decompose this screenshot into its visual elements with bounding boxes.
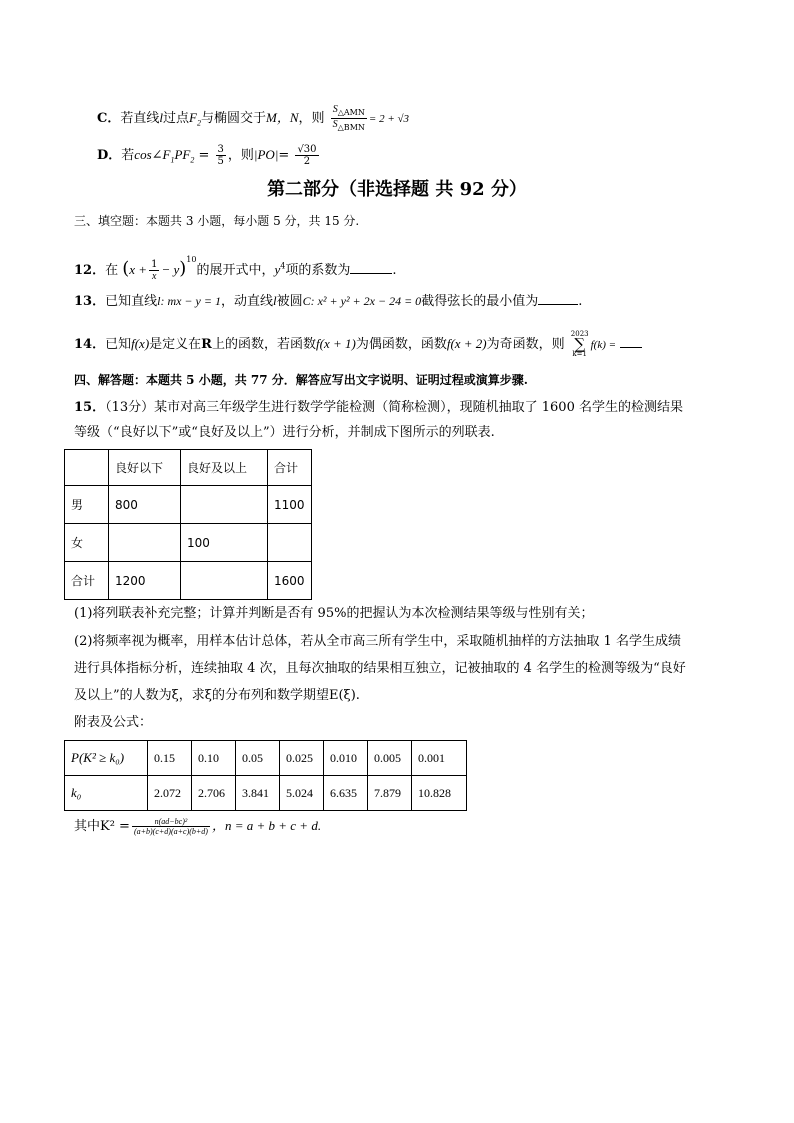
chi-square-formula: 其中K² = $\frac{\text{n(ad−bc)²}}{(a+b)(c+d)(a+c)(b+d)}$ ，n = a + b + c + d. — [74, 817, 322, 836]
option-c-rhs: = 2 + √3 — [368, 113, 410, 125]
table-cell: 0.001 — [412, 741, 467, 776]
q12-expr-a: x + — [129, 262, 148, 277]
option-c-text: 过点 — [163, 111, 190, 126]
option-d-text: 若 — [121, 148, 135, 163]
part-title: 第二部分（非选择题 共 92 分） — [267, 179, 527, 200]
q13-text: ，动直线 — [220, 294, 273, 309]
var-l: l — [159, 110, 163, 125]
table-cell: 5.024 — [280, 776, 324, 811]
option-c-label: C． — [97, 111, 121, 126]
table-cell: 女 — [65, 524, 109, 562]
option-c: C．若直线l过点$F_2$与椭圆交于M，N，则 $\frac{S_{\triangle AMN}}{S_{\triangle BMN}}$ = 2 + √3 — [97, 104, 410, 132]
q15-intro-line1: 15．（13分）某市对高三年级学生进行数学学能检测（简称检测），现随机抽取了 1600 名学生的检测结果 — [74, 400, 683, 415]
table-cell — [268, 524, 312, 562]
table-cell — [65, 450, 109, 486]
q12-text: 的展开式中， — [196, 263, 275, 278]
appendix-label: 附表及公式： — [74, 715, 153, 730]
table-cell: 0.025 — [280, 741, 324, 776]
q12-text: 项的系数为 — [285, 263, 351, 278]
option-d-text: ，则 — [227, 148, 254, 163]
table-cell: 合计 — [65, 562, 109, 600]
table-cell: 1600 — [268, 562, 312, 600]
var-mn: M，N — [265, 110, 299, 125]
table-cell — [181, 486, 268, 524]
formula-suffix: ，n = a + b + c + d. — [211, 818, 322, 833]
table-cell: 0.05 — [236, 741, 280, 776]
table-cell: 100 — [181, 524, 268, 562]
option-c-text: 若直线 — [120, 111, 160, 126]
q13-line-eq: l: mx − y = 1 — [157, 294, 221, 308]
q14-text: 为偶函数，函数 — [355, 337, 447, 352]
table-cell: 男 — [65, 486, 109, 524]
table-cell: 0.10 — [192, 741, 236, 776]
option-c-text: 与椭圆交于 — [200, 111, 266, 126]
table-row-head: k₀ — [65, 776, 148, 811]
cos-expr: cos∠F — [134, 147, 171, 162]
question-13: 13．已知直线l: mx − y = 1，动直线l被圆C: x² + y² + 2x − 24 = 0截得弦长的最小值为 . — [74, 293, 583, 309]
option-c-text: ，则 — [298, 111, 325, 126]
table-cell: 0.010 — [324, 741, 368, 776]
q13-answer-blank[interactable] — [538, 292, 578, 305]
q13-number: 13． — [74, 294, 106, 309]
section-4-heading: 四、解答题：本题共 5 小题，共 77 分．解答应写出文字说明、证明过程或演算步骤. — [74, 373, 528, 387]
table-cell: 3.841 — [236, 776, 280, 811]
q12-binomial: ( — [122, 258, 130, 279]
table-cell: 0.005 — [368, 741, 412, 776]
table-cell: 800 — [109, 486, 181, 524]
table-row-head: P(K² ≥ k₀) — [65, 741, 148, 776]
table-cell: 6.635 — [324, 776, 368, 811]
q12-expr-b: − y — [161, 262, 180, 277]
question-12: 12．在 (x + $\frac{1}{x}$ − y)$^{10}$的展开式中，$y^4$项的系数为 . — [74, 255, 397, 282]
q13-circle-eq: C: x² + y² + 2x − 24 = 0 — [302, 294, 422, 308]
question-14: 14．已知f(x)是定义在R上的函数，若函数f(x + 1)为偶函数，函数f(x + 2)为奇函数，则 2023 ∑ k=1 f(k) = — [74, 331, 642, 358]
table-cell — [181, 562, 268, 600]
q14-answer-blank[interactable] — [620, 335, 642, 348]
table-header: 良好以下 — [109, 450, 181, 486]
q14-text: 为奇函数，则 — [486, 337, 565, 352]
table-cell: 1200 — [109, 562, 181, 600]
q15-part2-line3: 及以上”的人数为ξ，求ξ的分布列和数学期望E(ξ). — [74, 688, 360, 703]
critical-value-table — [64, 740, 467, 811]
q15-part1: (1)将列联表补充完整；计算并判断是否有 95%的把握认为本次检测结果等级与性别有关； — [74, 606, 594, 621]
po-expr: |PO| — [253, 147, 279, 162]
frac-3-5: $\frac{3}{5}$ — [217, 144, 224, 167]
option-d: D．若$\cos\angle F_1PF_2$ = $\frac{3}{5}$ ，则|PO|= $\frac{√30}{2}$ — [97, 144, 317, 167]
table-cell: 2.706 — [192, 776, 236, 811]
q12-text: 在 — [105, 263, 119, 278]
q14-text: 已知 — [105, 337, 132, 352]
table-cell: 2.072 — [148, 776, 192, 811]
q14-number: 14． — [74, 337, 106, 352]
q15-part2-line1: (2)将频率视为概率，用样本估计总体，若从全市高三所有学生中，采取随机抽样的方法抽取 1 名学生成绩 — [74, 634, 681, 649]
q12-number: 12． — [74, 263, 106, 278]
table-cell: 7.879 — [368, 776, 412, 811]
area-ratio: $\frac{S_{\triangle AMN}}{S_{\triangle BMN}}$ — [332, 104, 365, 132]
q13-text: 被圆 — [276, 294, 303, 309]
var-f2: F — [189, 110, 197, 125]
q15-part2-line2: 进行具体指标分析，连续抽取 4 次，且每次抽取的结果相互独立，记被抽取的 4 名学生的检测等级为“良好 — [74, 661, 686, 676]
q14-text: 是定义在 — [149, 337, 202, 352]
table-cell — [109, 524, 181, 562]
table-cell: 10.828 — [412, 776, 467, 811]
q14-text: 上的函数，若函数 — [211, 337, 316, 352]
table-cell: 0.15 — [148, 741, 192, 776]
section-3-heading: 三、填空题：本题共 3 小题，每小题 5 分，共 15 分. — [74, 214, 360, 228]
table-header: 良好及以上 — [181, 450, 268, 486]
q13-text: 截得弦长的最小值为 — [421, 294, 539, 309]
formula-prefix: 其中K² = — [74, 819, 130, 834]
q15-intro-line2: 等级（“良好以下”或“良好及以上”）进行分析，并制成下图所示的列联表. — [74, 425, 495, 440]
option-d-label: D． — [97, 148, 122, 163]
q12-answer-blank[interactable] — [350, 261, 392, 274]
table-cell: 1100 — [268, 486, 312, 524]
table-header: 合计 — [268, 450, 312, 486]
frac-sqrt30-2: $\frac{√30}{2}$ — [297, 144, 317, 167]
sum-symbol: 2023 ∑ k=1 — [570, 330, 589, 358]
cos-expr-tail: PF — [174, 147, 191, 162]
q13-text: 已知直线 — [105, 294, 158, 309]
contingency-table — [64, 449, 312, 600]
